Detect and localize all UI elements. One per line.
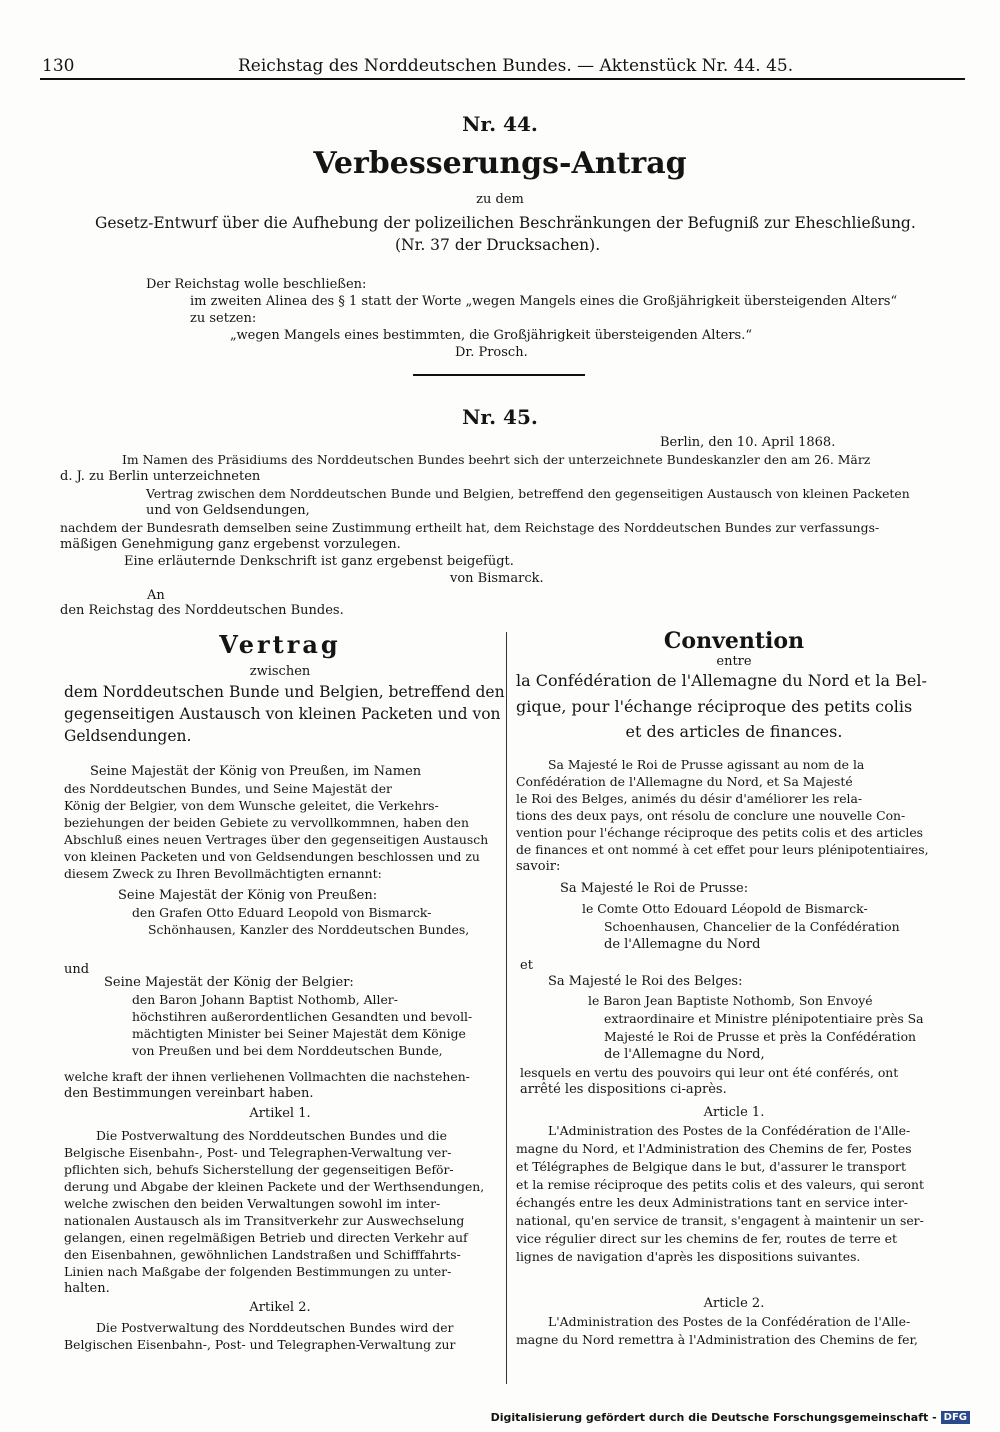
german-preamble: diesem Zweck zu Ihren Bevollmächtigten ernannt: <box>64 866 382 881</box>
french-art2-line: L'Administration des Postes de la Confédération de l'Alle- <box>548 1314 911 1329</box>
german-art2-title: Artikel 2. <box>249 1300 311 1315</box>
german-preamble: beziehungen der beiden Gebiete zu vervollkommnen, haben den <box>64 815 469 830</box>
nr45-line: Vertrag zwischen dem Norddeutschen Bunde und Belgien, betreffend den gegenseitigen Austausch von kleinen Packeten <box>146 486 910 501</box>
french-et: et <box>520 958 533 973</box>
german-art1-line: Die Postverwaltung des Norddeutschen Bundes und die <box>96 1128 447 1143</box>
nr44-subject-2: (Nr. 37 der Drucksachen). <box>395 236 601 254</box>
header-rule <box>40 78 965 80</box>
nr44-subject-1: Gesetz-Entwurf über die Aufhebung der polizeilichen Beschränkungen der Befugniß zur Eheschließung. <box>95 214 916 232</box>
digitization-credit-text: Digitalisierung gefördert durch die Deutsche Forschungsgemeinschaft - <box>490 1411 937 1424</box>
french-entre: entre <box>716 654 752 669</box>
nr45-line: und von Geldsendungen, <box>146 503 310 518</box>
german-closing: welche kraft der ihnen verliehenen Vollmachten die nachstehen- <box>64 1069 470 1084</box>
french-subtitle: la Confédération de l'Allemagne du Nord et la Bel- <box>516 671 927 690</box>
german-art1-line: halten. <box>64 1281 110 1296</box>
french-art1-line: lignes de navigation d'après les dispositions suivantes. <box>516 1249 861 1264</box>
french-belgium: extraordinaire et Ministre plénipotentiaire près Sa <box>604 1011 924 1026</box>
french-art1-line: vice régulier direct sur les chemins de fer, routes de terre et <box>516 1231 897 1246</box>
french-prussia: le Comte Otto Edouard Léopold de Bismarck- <box>582 901 868 916</box>
nr45-line: Im Namen des Präsidiums des Norddeutschen Bundes beehrt sich der unterzeichnete Bundeskanzler den am 26. März <box>122 452 871 467</box>
nr44-line: Der Reichstag wolle beschließen: <box>146 277 367 292</box>
french-art1-line: national, qu'en service de transit, s'engagent à maintenir un ser- <box>516 1213 924 1228</box>
nr44-zu-dem: zu dem <box>476 192 524 207</box>
french-subtitle: et des articles de finances. <box>625 722 843 741</box>
french-art1-line: magne du Nord, et l'Administration des Chemins de fer, Postes <box>516 1141 912 1156</box>
german-art1-line: den Eisenbahnen, gewöhnlichen Landstraßen und Schifffahrts- <box>64 1247 461 1262</box>
french-preamble: le Roi des Belges, animés du désir d'améliorer les rela- <box>516 791 863 806</box>
french-art2-title: Article 2. <box>703 1296 765 1311</box>
french-belgium: de l'Allemagne du Nord, <box>604 1047 765 1062</box>
french-preamble: Confédération de l'Allemagne du Nord, et Sa Majesté <box>516 774 853 789</box>
nr44-line: im zweiten Alinea des § 1 statt der Worte „wegen Mangels eines die Großjährigkeit übersteigenden Alters“ <box>190 294 898 309</box>
french-closing: lesquels en vertu des pouvoirs qui leur ont été conférés, ont <box>520 1065 899 1080</box>
french-belgium: le Baron Jean Baptiste Nothomb, Son Envoyé <box>588 993 873 1008</box>
nr45-dateline: Berlin, den 10. April 1868. <box>660 435 836 450</box>
nr45-line: d. J. zu Berlin unterzeichneten <box>60 469 261 484</box>
section-divider <box>413 374 585 376</box>
german-preamble: Abschluß eines neuen Vertrages über den gegenseitigen Austausch <box>64 832 489 847</box>
german-subtitle: gegenseitigen Austausch von kleinen Packeten und von <box>64 705 501 723</box>
german-belgium: höchstihren außerordentlichen Gesandten und bevoll- <box>132 1009 473 1024</box>
german-art1-line: welche zwischen den beiden Verwaltungen sowohl im inter- <box>64 1196 441 1211</box>
german-art1-line: derung und Abgabe der kleinen Packete und der Werthsendungen, <box>64 1179 485 1194</box>
nr44-signature: Dr. Prosch. <box>455 345 528 360</box>
nr44-title: Verbesserungs-Antrag <box>313 146 687 181</box>
german-preamble: des Norddeutschen Bundes, und Seine Majestät der <box>64 781 392 796</box>
nr45-address-1: An <box>147 588 165 603</box>
french-preamble: Sa Majesté le Roi de Prusse agissant au nom de la <box>548 757 865 772</box>
german-art1-line: gelangen, einen regelmäßigen Betrieb und directen Verkehr auf <box>64 1230 468 1245</box>
german-art2-line: Die Postverwaltung des Norddeutschen Bundes wird der <box>96 1320 454 1335</box>
german-art1-line: Belgische Eisenbahn-, Post- und Telegraphen-Verwaltung ver- <box>64 1145 452 1160</box>
nr44-line: „wegen Mangels eines bestimmten, die Großjährigkeit übersteigenden Alters.“ <box>230 328 752 343</box>
french-subtitle: gique, pour l'échange réciproque des petits colis <box>516 697 913 716</box>
german-zwischen: zwischen <box>249 664 311 679</box>
dfg-logo: DFG <box>941 1411 970 1424</box>
french-preamble: tions des deux pays, ont résolu de conclure une nouvelle Con- <box>516 808 906 823</box>
german-art1-line: pflichten sich, behufs Sicherstellung der gegenseitigen Beför- <box>64 1162 454 1177</box>
german-title: Vertrag <box>219 630 341 659</box>
digitization-credit <box>491 1411 970 1424</box>
french-art1-line: et Télégraphes de Belgique dans le but, d'assurer le transport <box>516 1159 906 1174</box>
french-belgium: Sa Majesté le Roi des Belges: <box>548 974 743 989</box>
german-belgium: den Baron Johann Baptist Nothomb, Aller- <box>132 992 398 1007</box>
french-prussia: de l'Allemagne du Nord <box>604 937 761 952</box>
page-number: 130 <box>42 56 75 76</box>
german-prussia: Seine Majestät der König von Preußen: <box>118 888 378 903</box>
german-art1-line: Linien nach Maßgabe der folgenden Bestimmungen zu unter- <box>64 1264 452 1279</box>
french-art2-line: magne du Nord remettra à l'Administration des Chemins de fer, <box>516 1332 918 1347</box>
french-art1-line: L'Administration des Postes de la Confédération de l'Alle- <box>548 1123 911 1138</box>
nr45-signature: von Bismarck. <box>450 571 544 586</box>
german-subtitle: dem Norddeutschen Bunde und Belgien, betreffend den <box>64 683 505 701</box>
nr44-line: zu setzen: <box>190 311 257 326</box>
german-und: und <box>64 962 90 977</box>
french-preamble: vention pour l'échange réciproque des petits colis et des articles <box>516 825 924 840</box>
nr45-line: Eine erläuternde Denkschrift ist ganz ergebenst beigefügt. <box>124 554 514 569</box>
german-prussia: den Grafen Otto Eduard Leopold von Bismarck- <box>132 905 432 920</box>
french-belgium: Majesté le Roi de Prusse et près la Confédération <box>604 1029 917 1044</box>
french-prussia: Sa Majesté le Roi de Prusse: <box>560 881 749 896</box>
nr45-line: mäßigen Genehmigung ganz ergebenst vorzulegen. <box>60 537 401 552</box>
german-subtitle: Geldsendungen. <box>64 727 192 745</box>
french-art1-line: échangés entre les deux Administrations tant en service inter- <box>516 1195 908 1210</box>
running-title: Reichstag des Norddeutschen Bundes. — Aktenstück Nr. 44. 45. <box>238 56 794 76</box>
german-belgium: Seine Majestät der König der Belgier: <box>104 975 354 990</box>
german-belgium: von Preußen und bei dem Norddeutschen Bunde, <box>132 1043 443 1058</box>
german-art1-title: Artikel 1. <box>249 1106 311 1121</box>
nr45-line: nachdem der Bundesrath demselben seine Zustimmung ertheilt hat, dem Reichstage des Norddeutschen Bundes zur verfassungs- <box>60 520 880 535</box>
french-title: Convention <box>663 628 805 654</box>
column-divider <box>506 632 507 1384</box>
german-belgium: mächtigten Minister bei Seiner Majestät dem Könige <box>132 1026 466 1041</box>
french-preamble: de finances et ont nommé à cet effet pour leurs plénipotentiaires, <box>516 842 929 857</box>
german-art2-line: Belgischen Eisenbahn-, Post- und Telegraphen-Verwaltung zur <box>64 1337 456 1352</box>
german-preamble: König der Belgier, von dem Wunsche geleitet, die Verkehrs- <box>64 798 439 813</box>
nr45-address-2: den Reichstag des Norddeutschen Bundes. <box>60 603 344 618</box>
nr44-number: Nr. 44. <box>462 112 538 136</box>
nr45-number: Nr. 45. <box>462 405 538 429</box>
french-art1-line: et la remise réciproque des petits colis et des valeurs, qui seront <box>516 1177 924 1192</box>
german-preamble: von kleinen Packeten und von Geldsendungen beschlossen und zu <box>64 849 480 864</box>
german-closing: den Bestimmungen vereinbart haben. <box>64 1086 314 1101</box>
german-preamble: Seine Majestät der König von Preußen, im Namen <box>90 764 422 779</box>
german-prussia: Schönhausen, Kanzler des Norddeutschen Bundes, <box>148 922 470 937</box>
french-prussia: Schoenhausen, Chancelier de la Confédération <box>604 919 900 934</box>
french-preamble: savoir: <box>516 859 561 874</box>
german-art1-line: nationalen Austausch als im Transitverkehr zur Auswechselung <box>64 1213 465 1228</box>
french-closing: arrêté les dispositions ci-après. <box>520 1082 727 1097</box>
french-art1-title: Article 1. <box>703 1105 765 1120</box>
